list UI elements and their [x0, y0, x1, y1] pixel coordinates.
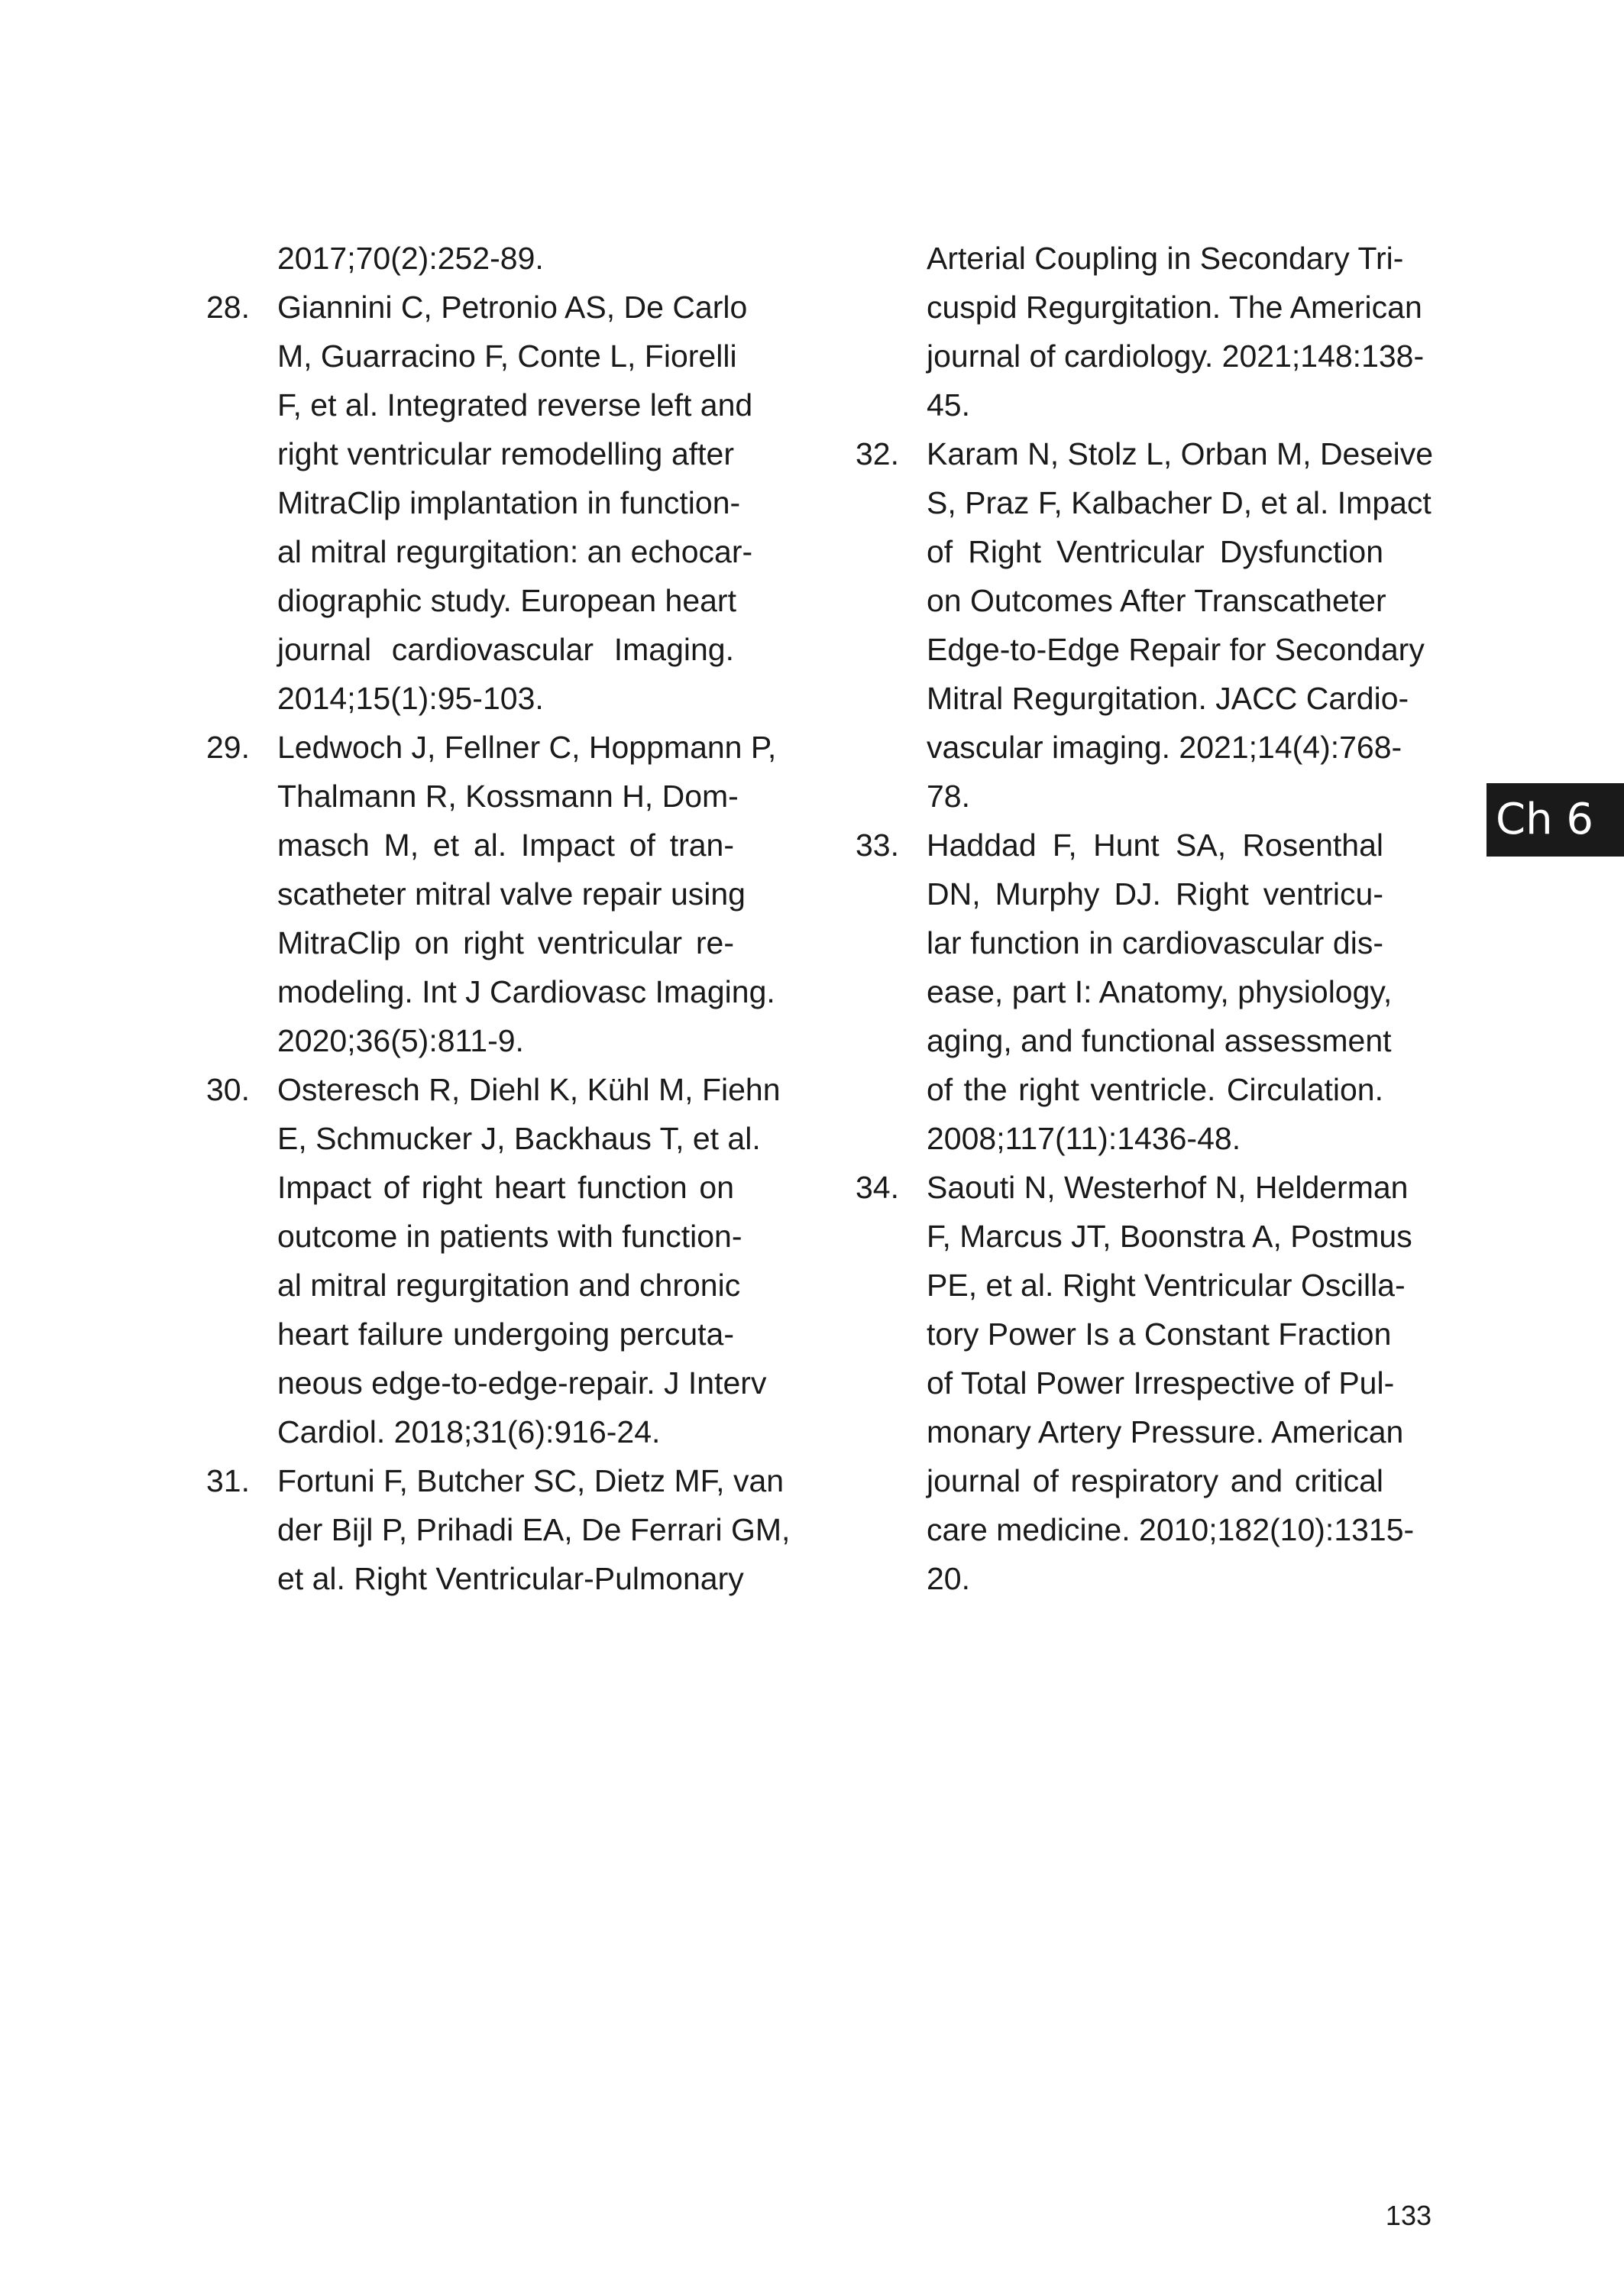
reference-text: 20.: [927, 1561, 970, 1596]
reference-line: [206, 1359, 767, 1407]
reference-text: tory Power Is a Constant Fraction: [927, 1317, 1392, 1352]
reference-line: [856, 234, 1404, 283]
reference-text: et al. Right Ventricular-Pulmonary: [277, 1561, 744, 1596]
reference-line: [856, 1065, 1383, 1114]
reference-text: 2020;36(5):811-9.: [277, 1023, 524, 1058]
reference-text: of Total Power Irrespective of Pul-: [927, 1365, 1395, 1401]
reference-line: [206, 332, 737, 381]
reference-text: der Bijl P, Prihadi EA, De Ferrari GM,: [277, 1512, 791, 1547]
reference-text: of the right ventricle. Circulation.: [927, 1072, 1383, 1107]
reference-text: scatheter mitral valve repair using: [277, 876, 746, 912]
reference-text: neous edge-to-edge-repair. J Interv: [277, 1365, 767, 1401]
reference-text: al mitral regurgitation: an echocar-: [277, 534, 753, 569]
reference-line: [856, 478, 1432, 527]
reference-line: [206, 429, 733, 478]
reference-text: Haddad F, Hunt SA, Rosenthal: [927, 827, 1383, 863]
reference-line: [856, 1505, 1415, 1554]
reference-line: [206, 918, 733, 967]
reference-line: [206, 821, 733, 870]
reference-text: PE, et al. Right Ventricular Oscilla-: [927, 1268, 1406, 1303]
reference-entry-start: [206, 723, 777, 772]
reference-line: [856, 967, 1393, 1016]
reference-line: [206, 1407, 733, 1456]
reference-column-right: [856, 234, 1434, 1603]
reference-line: [206, 772, 739, 821]
reference-text: 2008;117(11):1436-48.: [927, 1121, 1241, 1156]
reference-text: S, Praz F, Kalbacher D, et al. Impact: [927, 485, 1432, 520]
reference-line: [856, 723, 1402, 772]
reference-number: 29.: [206, 730, 250, 765]
reference-line: [856, 283, 1422, 332]
reference-text: M, Guarracino F, Conte L, Fiorelli: [277, 338, 737, 374]
reference-text: al mitral regurgitation and chronic: [277, 1268, 741, 1303]
reference-line: [856, 576, 1386, 625]
reference-line: [206, 478, 741, 527]
reference-line: [206, 527, 753, 576]
reference-text: vascular imaging. 2021;14(4):768-: [927, 730, 1402, 765]
reference-line: [206, 1505, 791, 1554]
reference-text: Cardiol. 2018;31(6):916-24.: [277, 1414, 661, 1449]
reference-text: Fortuni F, Butcher SC, Dietz MF, van: [277, 1463, 785, 1498]
reference-line: [856, 1554, 1383, 1603]
reference-number: 33.: [856, 827, 899, 863]
reference-text: Giannini C, Petronio AS, De Carlo: [277, 290, 748, 325]
reference-text: lar function in cardiovascular dis-: [927, 925, 1383, 960]
reference-text: Thalmann R, Kossmann H, Dom-: [277, 779, 739, 814]
reference-text: Saouti N, Westerhof N, Helderman: [927, 1170, 1409, 1205]
reference-text: Arterial Coupling in Secondary Tri-: [927, 241, 1404, 276]
reference-line: [856, 918, 1383, 967]
reference-line: [856, 625, 1425, 674]
reference-number: 28.: [206, 290, 250, 325]
reference-text: 78.: [927, 779, 970, 814]
reference-text: F, Marcus JT, Boonstra A, Postmus: [927, 1219, 1412, 1254]
reference-line: [856, 527, 1383, 576]
reference-number: 34.: [856, 1170, 899, 1205]
reference-text: Osteresch R, Diehl K, Kühl M, Fiehn: [277, 1072, 781, 1107]
reference-line: [206, 234, 733, 283]
reference-text: modeling. Int J Cardiovasc Imaging.: [277, 974, 775, 1009]
reference-text: Ledwoch J, Fellner C, Hoppmann P,: [277, 730, 777, 765]
reference-text: journal of cardiology. 2021;148:138-: [927, 338, 1425, 374]
reference-line: [206, 1016, 733, 1065]
reference-entry-start: [856, 1163, 1409, 1212]
reference-line: [856, 1261, 1406, 1310]
reference-text: MitraClip on right ventricular re-: [277, 925, 734, 960]
reference-text: right ventricular remodelling after: [277, 436, 734, 471]
reference-text: journal cardiovascular Imaging.: [277, 632, 734, 667]
reference-line: [206, 1554, 744, 1603]
reference-number: 31.: [206, 1463, 250, 1498]
reference-entry-start: [206, 283, 748, 332]
reference-text: cuspid Regurgitation. The American: [927, 290, 1422, 325]
reference-line: [206, 1261, 741, 1310]
reference-line: [856, 332, 1425, 381]
reference-text: on Outcomes After Transcatheter: [927, 583, 1386, 618]
reference-line: [206, 1163, 733, 1212]
reference-entry-start: [206, 1456, 785, 1505]
reference-line: [856, 381, 1383, 429]
reference-line: [206, 576, 736, 625]
reference-text: 45.: [927, 387, 970, 423]
reference-text: masch M, et al. Impact of tran-: [277, 827, 734, 863]
reference-line: [206, 381, 753, 429]
reference-text: 2014;15(1):95-103.: [277, 681, 544, 716]
reference-text: outcome in patients with function-: [277, 1219, 742, 1254]
reference-text: heart failure undergoing percuta-: [277, 1317, 734, 1352]
reference-entry-start: [206, 1065, 781, 1114]
reference-line: [206, 1114, 761, 1163]
reference-text: DN, Murphy DJ. Right ventricu-: [927, 876, 1383, 912]
reference-text: Karam N, Stolz L, Orban M, Deseive: [927, 436, 1434, 471]
reference-text: monary Artery Pressure. American: [927, 1414, 1404, 1449]
reference-line: [856, 1114, 1383, 1163]
reference-text: journal of respiratory and critical: [927, 1463, 1383, 1498]
reference-text: Impact of right heart function on: [277, 1170, 734, 1205]
reference-text: 2017;70(2):252-89.: [277, 241, 544, 276]
reference-text: Edge-to-Edge Repair for Secondary: [927, 632, 1425, 667]
reference-line: [856, 1456, 1383, 1505]
chapter-tab: Ch 6: [1487, 783, 1624, 857]
reference-line: [206, 870, 746, 918]
reference-text: aging, and functional assessment: [927, 1023, 1392, 1058]
reference-line: [206, 625, 733, 674]
reference-text: MitraClip implantation in function-: [277, 485, 741, 520]
page-number: 133: [1385, 2200, 1432, 2231]
reference-line: [856, 674, 1409, 723]
reference-line: [856, 1310, 1392, 1359]
reference-line: [856, 1016, 1392, 1065]
reference-text: F, et al. Integrated reverse left and: [277, 387, 753, 423]
reference-text: of Right Ventricular Dysfunction: [927, 534, 1383, 569]
reference-line: [206, 1310, 733, 1359]
reference-text: ease, part I: Anatomy, physiology,: [927, 974, 1393, 1009]
reference-entry-start: [856, 821, 1383, 870]
reference-text: care medicine. 2010;182(10):1315-: [927, 1512, 1415, 1547]
reference-line: [856, 772, 1383, 821]
reference-text: Mitral Regurgitation. JACC Cardio-: [927, 681, 1409, 716]
reference-text: E, Schmucker J, Backhaus T, et al.: [277, 1121, 761, 1156]
reference-column-left: [206, 234, 791, 1603]
reference-line: [206, 674, 733, 723]
reference-entry-start: [856, 429, 1434, 478]
reference-line: [206, 1212, 742, 1261]
reference-number: 30.: [206, 1072, 250, 1107]
reference-line: [206, 967, 775, 1016]
reference-text: diographic study. European heart: [277, 583, 736, 618]
reference-line: [856, 1359, 1395, 1407]
reference-number: 32.: [856, 436, 899, 471]
reference-line: [856, 1407, 1404, 1456]
reference-line: [856, 1212, 1412, 1261]
reference-line: [856, 870, 1383, 918]
